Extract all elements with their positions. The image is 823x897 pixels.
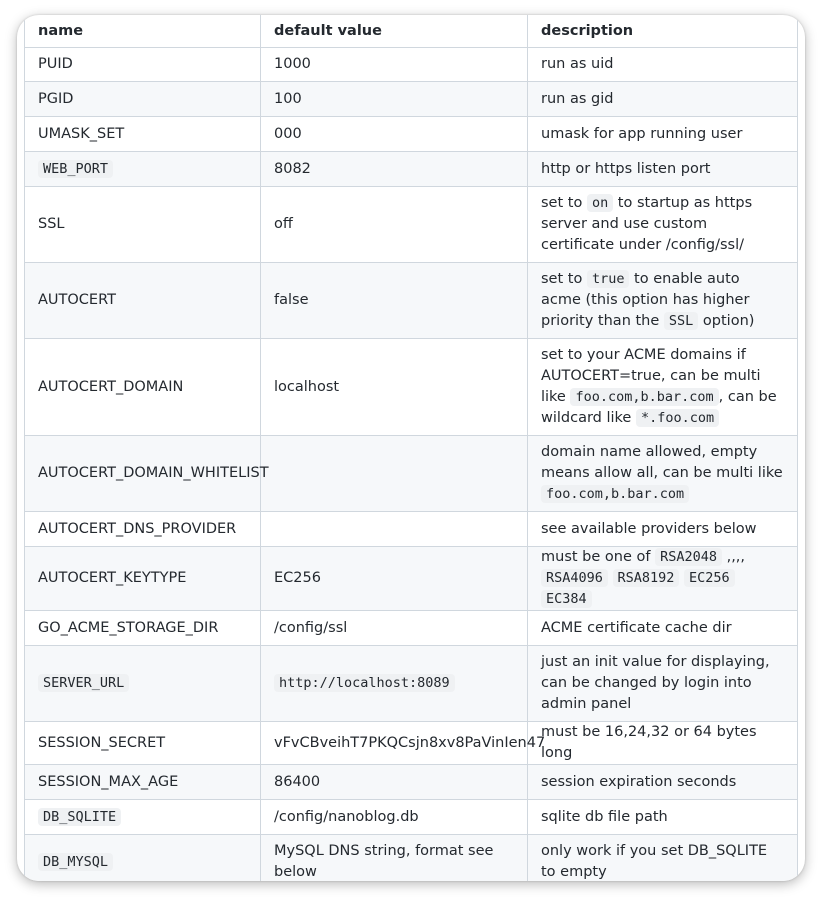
cell-name: AUTOCERT — [25, 263, 261, 339]
cell-default: EC256 — [261, 547, 528, 611]
cell-default: /config/nanoblog.db — [261, 800, 528, 835]
cell-description: umask for app running user — [528, 117, 798, 152]
table-row — [25, 646, 798, 722]
cell-name: PUID — [25, 48, 261, 82]
cell-name — [25, 835, 261, 882]
cell-name — [25, 800, 261, 835]
code-name: SERVER_URL — [38, 674, 129, 692]
cell-description: http or https listen port — [528, 152, 798, 187]
table-row — [25, 436, 798, 512]
desc-text: set to — [541, 195, 587, 211]
code-name: WEB_PORT — [38, 160, 113, 178]
cell-description: sqlite db file path — [528, 800, 798, 835]
desc-text: ,,,, — [726, 549, 746, 565]
cell-name: AUTOCERT_DOMAIN — [25, 339, 261, 436]
desc-text: option) — [698, 313, 755, 329]
table-row — [25, 547, 798, 611]
cell-description: ACME certificate cache dir — [528, 611, 798, 646]
cell-description — [528, 339, 798, 436]
table-row — [25, 722, 798, 765]
cell-description: just an init value for displaying, can be changed by login into admin panel — [528, 646, 798, 722]
cell-name: AUTOCERT_KEYTYPE — [25, 547, 261, 611]
inline-code: RSA2048 — [655, 548, 722, 566]
table-row — [25, 835, 798, 882]
cell-name: GO_ACME_STORAGE_DIR — [25, 611, 261, 646]
cell-description: run as gid — [528, 82, 798, 117]
table-header-row — [25, 15, 798, 48]
inline-code: foo.com,b.bar.com — [541, 485, 689, 503]
cell-default: 86400 — [261, 765, 528, 800]
env-variables-table — [24, 15, 798, 881]
cell-default: MySQL DNS string, format see below — [261, 835, 528, 882]
cell-description — [528, 187, 798, 263]
header-default-value: default value — [261, 15, 528, 48]
cell-default: 1000 — [261, 48, 528, 82]
desc-text: set to your ACME domains if AUTOCERT=true, can be multi like — [541, 347, 761, 405]
cell-default — [261, 646, 528, 722]
cell-default: false — [261, 263, 528, 339]
cell-default: 100 — [261, 82, 528, 117]
cell-name: UMASK_SET — [25, 117, 261, 152]
table-row — [25, 187, 798, 263]
cell-name — [25, 152, 261, 187]
cell-description: must be 16,24,32 or 64 bytes long — [528, 722, 798, 765]
table-row — [25, 263, 798, 339]
cell-description: run as uid — [528, 48, 798, 82]
cell-default: 000 — [261, 117, 528, 152]
desc-text: , can be wildcard like — [541, 389, 777, 426]
cell-name — [25, 646, 261, 722]
inline-code: RSA8192 — [613, 569, 680, 587]
table-row — [25, 611, 798, 646]
inline-code: foo.com,b.bar.com — [570, 388, 718, 406]
cell-name: PGID — [25, 82, 261, 117]
cell-name: AUTOCERT_DNS_PROVIDER — [25, 512, 261, 547]
cell-name: SESSION_MAX_AGE — [25, 765, 261, 800]
desc-text: to startup as https server and use custom certificate under /config/ssl/ — [541, 195, 753, 253]
desc-text: domain name allowed, empty means allow all, can be multi like — [541, 444, 783, 481]
cell-description: see available providers below — [528, 512, 798, 547]
table-row — [25, 152, 798, 187]
cell-description — [528, 547, 798, 611]
inline-code: EC256 — [684, 569, 735, 587]
inline-code: EC384 — [541, 590, 592, 608]
cell-default: 8082 — [261, 152, 528, 187]
cell-name: SESSION_SECRET — [25, 722, 261, 765]
inline-code: true — [587, 270, 630, 288]
header-name: name — [25, 15, 261, 48]
table-card — [17, 15, 805, 881]
table-row — [25, 800, 798, 835]
inline-code: SSL — [664, 312, 698, 330]
cell-default: /config/ssl — [261, 611, 528, 646]
inline-code: RSA4096 — [541, 569, 608, 587]
cell-description: only work if you set DB_SQLITE to empty — [528, 835, 798, 882]
cell-default: localhost — [261, 339, 528, 436]
desc-text: set to — [541, 271, 587, 287]
code-default: http://localhost:8089 — [274, 674, 455, 692]
code-name: DB_MYSQL — [38, 853, 113, 871]
inline-code: on — [587, 194, 613, 212]
cell-description — [528, 436, 798, 512]
cell-name: SSL — [25, 187, 261, 263]
table-row — [25, 48, 798, 82]
table-row — [25, 512, 798, 547]
desc-text: to enable auto acme (this option has higher priority than the — [541, 271, 750, 329]
table-row — [25, 117, 798, 152]
cell-default — [261, 436, 528, 512]
cell-default — [261, 512, 528, 547]
cell-default: vFvCBveihT7PKQCsjn8xv8PaVinIen47 — [261, 722, 528, 765]
inline-code: *.foo.com — [636, 409, 719, 427]
cell-description — [528, 263, 798, 339]
header-description: description — [528, 15, 798, 48]
table-row — [25, 765, 798, 800]
cell-default: off — [261, 187, 528, 263]
cell-name: AUTOCERT_DOMAIN_WHITELIST — [25, 436, 261, 512]
desc-text: must be one of — [541, 549, 656, 565]
table-row — [25, 82, 798, 117]
cell-description: session expiration seconds — [528, 765, 798, 800]
code-name: DB_SQLITE — [38, 808, 121, 826]
table-row — [25, 339, 798, 436]
